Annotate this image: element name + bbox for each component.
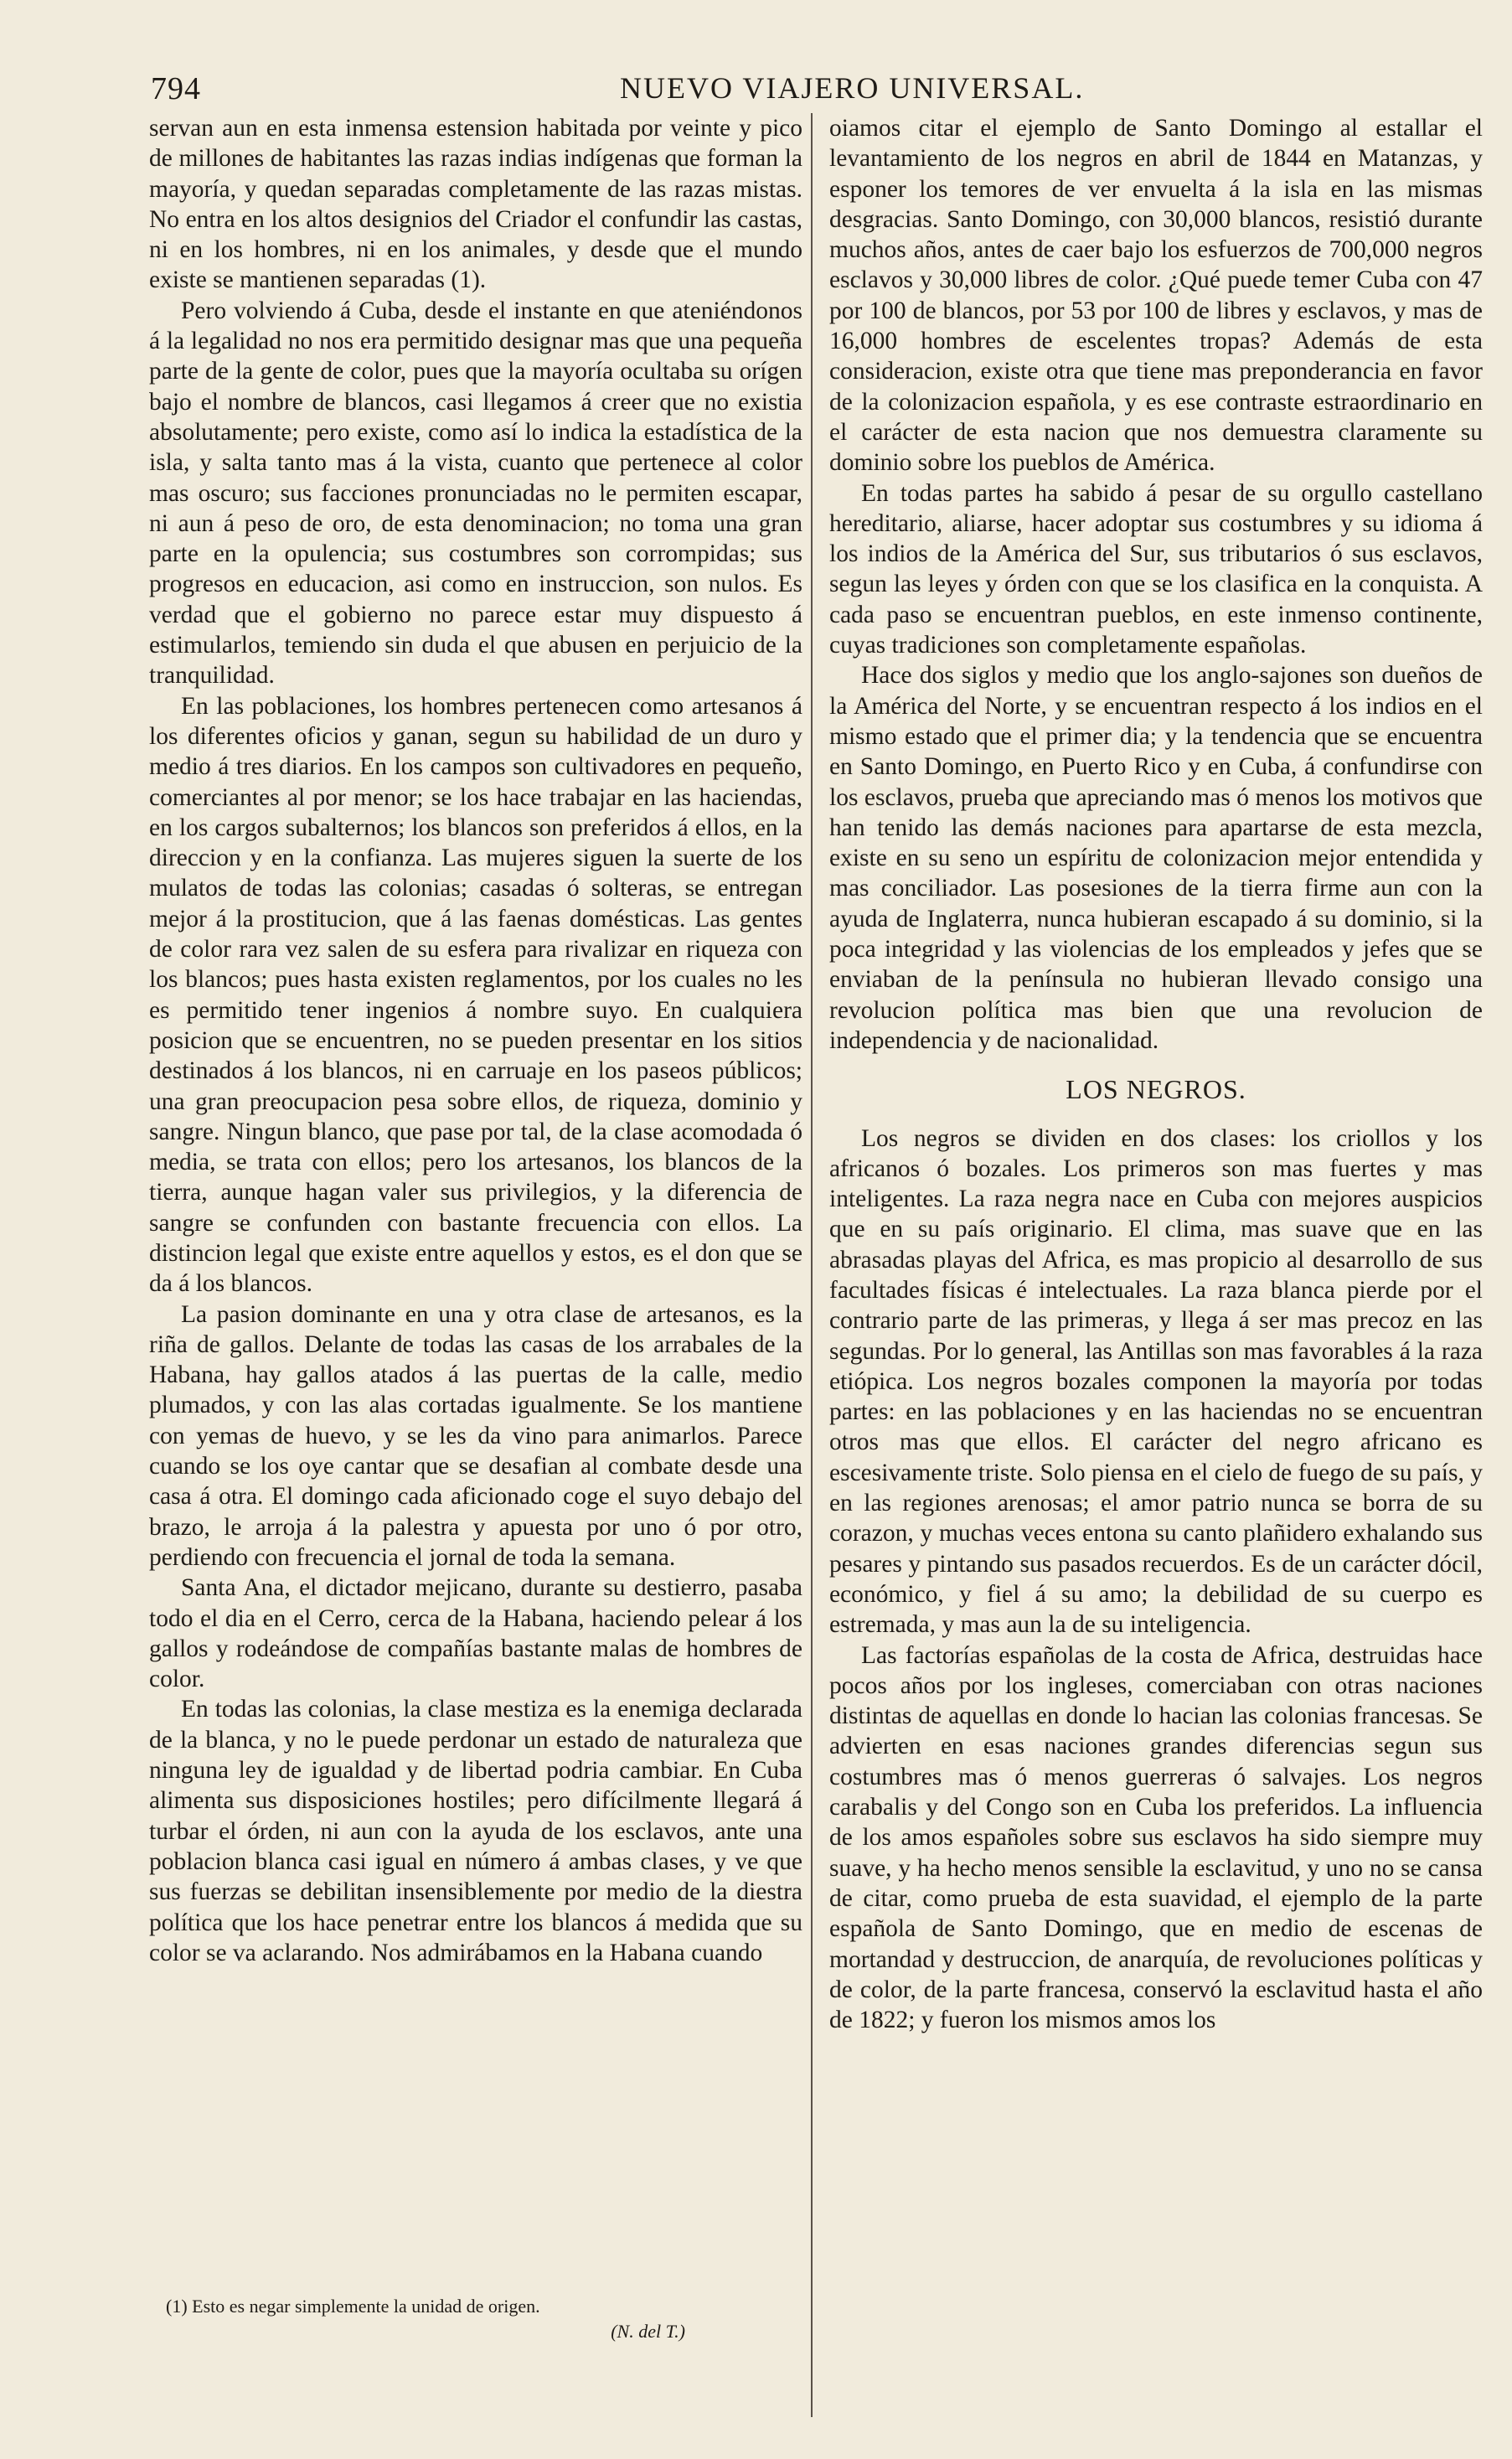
paragraph: En todas las colonias, la clase mestiza es la enemiga declarada de la blanca, y no le puede perdonar un estado de naturaleza que ninguna ley de igualdad y de libertad podria cambiar. En Cuba alimenta sus disposiciones hostiles; pero difícilmente llegará á turbar el órden, ni aun con la ayuda de los esclavos, ante una poblacion blanca casi igual en número á ambas clases, y ve que sus fuerzas se debilitan insensiblemente por medio de la diestra política que los hace penetrar entre los blancos á medida que su color se va aclarando. Nos admirábamos en la Habana cuando [149,1696,802,1966]
page-number: 794 [151,71,201,106]
paragraph: Hace dos siglos y medio que los anglo-sajones son dueños de la América del Norte, y se encuentran respecto á los indios en el mismo estado que el primer dia; y la tendencia que se encuentra en Santo Domingo, en Puerto Rico y en Cuba, á confundirse con los esclavos, prueba que apreciando mas ó menos los motivos que han tenido las demás naciones para apartarse de esta mezcla, existe en su seno un espíritu de colonizacion mejor entendida y mas conciliador. Las posesiones de la tierra firme aun con la ayuda de Inglaterra, nunca hubieran escapado á su dominio, si la poca integridad y las violencias de los empleados y jefes que se enviaban de la península no hubieran llevado consigo una revolucion política mas bien que una revolucion de independencia y de nacionalidad. [829,662,1483,1054]
paragraph: En todas partes ha sabido á pesar de su orgullo castellano hereditario, aliarse, hacer adoptar sus costumbres y su idioma á los indios de la América del Sur, sus tributarios ó sus esclavos, segun las leyes y órden con que se los clasifica en la conquista. A cada paso se encuentran pueblos, en este inmenso continente, cuyas tradiciones son completamente españolas. [829,479,1483,659]
paragraph: oiamos citar el ejemplo de Santo Domingo al estallar el levantamiento de los negros en abril de 1844 en Matanzas, y esponer los temores de ver envuelta á la isla en las mismas desgracias. Santo Domingo, con 30,000 blancos, resistió durante muchos años, antes de caer bajo los esfuerzos de 700,000 negros esclavos y 30,000 libres de color. ¿Qué puede temer Cuba con 47 por 100 de blancos, por 53 por 100 de libres y esclavos, y mas de 16,000 hombres de escelentes tropas? Además de esta consideracion, existe otra que tiene mas preponderancia en favor de la colonizacion española, y es ese contraste estraordinario en el carácter de esta nacion que nos demuestra claramente su dominio sobre los pueblos de América. [829,115,1483,477]
page-header [151,70,1499,111]
paragraph: En las poblaciones, los hombres pertenecen como artesanos á los diferentes oficios y ganan, segun su habilidad de un duro y medio á tres diarios. En los campos son cultivadores en pequeño, comerciantes al por menor; se los hace trabajar en las haciendas, en los cargos subalternos; los blancos son preferidos á ellos, en la direccion y en la confianza. Las mujeres siguen la suerte de los mulatos de todas las colonias; casadas ó solteras, se entregan mejor á la prostitucion, que á las faenas domésticas. Las gentes de color rara vez salen de su esfera para rivalizar en riqueza con los blancos; pues hasta existen reglamentos, por los cuales no les es permitido tener ingenios á nombre suyo. En cualquiera posicion que se encuentren, no se pueden presentar en los sitios destinados á los blancos, ni en carruaje en los paseos públicos; una gran preocupacion pesa sobre ellos, de riqueza, dominio y sangre. Ningun blanco, que pase por tal, de la clase acomodada ó media, se trata con ellos; pero los artesanos, los blancos de la tierra, aunque hagan valer sus privilegios, y la diferencia de sangre se confunden con bastante frecuencia con ellos. La distincion legal que existe entre aquellos y estos, es el don que se da á los blancos. [149,692,802,1298]
column-divider [811,113,813,2417]
footnote [166,2294,702,2344]
paragraph: servan aun en esta inmensa estension habitada por veinte y pico de millones de habitantes las razas indias indígenas que forman la mayoría, y quedan separadas completamente de las razas mistas. No entra en los altos designios del Criador el confundir las castas, ni en los hombres, ni en los animales, y desde que el mundo existe se mantienen separadas (1). [149,115,802,294]
running-title: NUEVO VIAJERO UNIVERSAL. [620,71,1085,105]
section-heading: LOS NEGROS. [1066,1074,1246,1105]
footnote-text: (1) Esto es negar simplemente la unidad de origen. [166,2296,540,2317]
paragraph: La pasion dominante en una y otra clase de artesanos, es la riña de gallos. Delante de todas las casas de los arrabales de la Habana, hay gallos atados á las puertas de la calle, medio plumados, y con las alas cortadas igualmente. Se los mantiene con yemas de huevo, y se les da vino para animarlos. Parece cuando se los oye cantar que se desafian al combate desde una casa á otra. El domingo cada aficionado coge el suyo debajo del brazo, le arroja á la palestra y apuesta por uno ó por otro, perdiendo con frecuencia el jornal de toda la semana. [149,1300,802,1571]
right-column [829,113,1483,2035]
paragraph: Las factorías españolas de la costa de Africa, destruidas hace pocos años por los ingleses, comerciaban con otras naciones distintas de aquellas en donde lo hacian las colonias francesas. Se advierten en esas naciones grandes diferencias segun sus costumbres mas ó menos guerreras ó salvajes. Los negros carabalis y del Congo son en Cuba los preferidos. La influencia de los amos españoles sobre sus esclavos ha sido siempre muy suave, y ha hecho menos sensible la esclavitud, y uno no se cansa de citar, como prueba de esta suavidad, el ejemplo de la parte española de Santo Domingo, que en medio de escenas de mortandad y destruccion, de anarquía, de revoluciones políticas y de color, de la parte francesa, conservó la esclavitud hasta el año de 1822; y fueron los mismos amos los [829,1641,1483,2034]
paragraph: Santa Ana, el dictador mejicano, durante su destierro, pasaba todo el dia en el Cerro, cerca de la Habana, haciendo pelear á los gallos y rodeándose de compañías bastante malas de hombres de color. [149,1574,802,1693]
paragraph: Los negros se dividen en dos clases: los criollos y los africanos ó bozales. Los primeros son mas fuertes y mas inteligentes. La raza negra nace en Cuba con mejores auspicios que en su país originario. El clima, mas suave que en las abrasadas playas del Africa, es mas propicio al desarrollo de sus facultades físicas é intelectuales. La raza blanca pierde por el contrario parte de las primeras, y llega á ser mas precoz en las segundas. Por lo general, las Antillas son mas favorables á la raza etiópica. Los negros bozales componen la mayoría por todas partes: en las poblaciones y en las haciendas no se encuentran otros mas que ellos. El carácter del negro africano es escesivamente triste. Solo piensa en el cielo de fuego de su país, y en las regiones arenosas; el amor patrio nunca se borra de su corazon, y muchas veces entona su canto plañidero exhalando sus pesares y pintando sus pasados recuerdos. Es de un carácter dócil, económico, y fiel á su amo; la debilidad de su cuerpo es estremada, y mas aun la de su inteligencia. [829,1124,1483,1639]
footnote-signature: (N. del T.) [611,2321,685,2342]
paragraph: Pero volviendo á Cuba, desde el instante en que ateniéndonos á la legalidad no nos era permitido designar mas que una pequeña parte de la gente de color, pues que la mayoría ocultaba su orígen bajo el nombre de blancos, casi llegamos á creer que no existia absolutamente; pero existe, como así lo indica la estadística de la isla, y salta tanto mas á la vista, cuanto que pertenece al color mas oscuro; sus facciones pronunciadas no le permiten escapar, ni aun á peso de oro, de esta denominacion; no toma una gran parte en la opulencia; sus costumbres son corrompidas; sus progresos en educacion, asi como en instruccion, son nulos. Es verdad que el gobierno no parece estar muy dispuesto á estimularlos, temiendo sin duda el que abusen en perjuicio de la tranquilidad. [149,297,802,690]
left-column [149,113,802,1968]
